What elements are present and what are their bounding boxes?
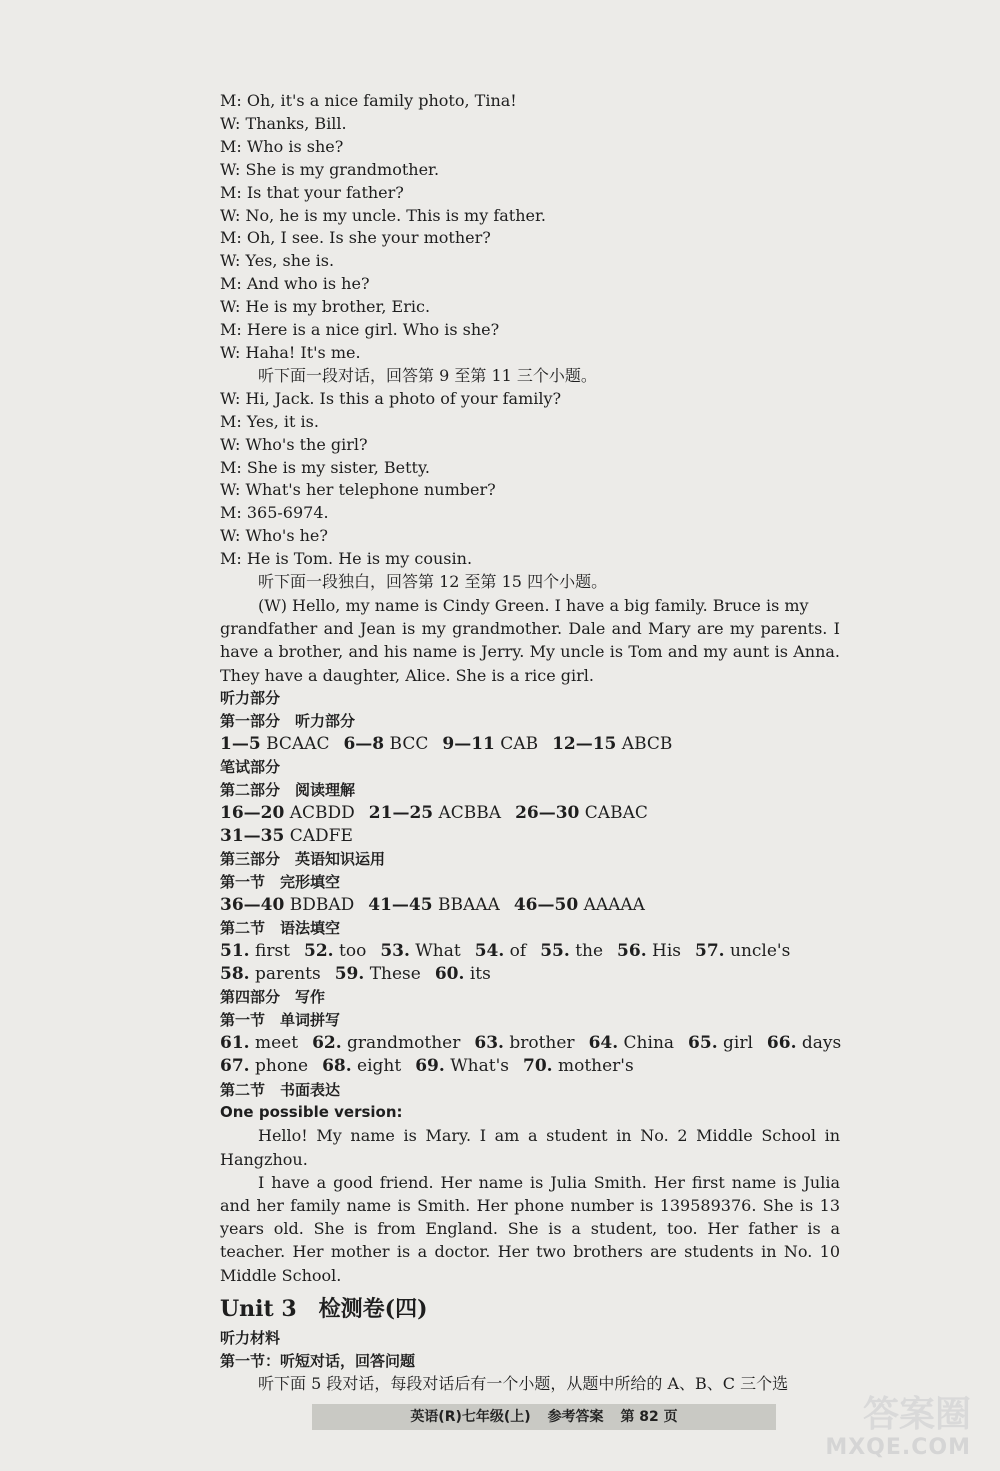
monologue-rest: grandfather and Jean is my grandmother. Dale and Mary are my parents. I have a brother, and his name is Jerry. My uncle is Tom and my aunt is Anna. They have a daughter, Alice. She is a rice girl. (220, 619, 840, 685)
answer-number: 21—25 (368, 802, 434, 823)
answer-number: 9—11 (442, 733, 495, 754)
answer-number: 6—8 (343, 733, 385, 754)
material-instruction: 听下面 5 段对话，每段对话后有一个小题，从题中所给的 A、B、C 三个选 (258, 1373, 789, 1393)
answer-value: BBAAA (438, 894, 500, 915)
answer-number: 52. (304, 940, 334, 961)
essay-paragraph-1 (220, 1124, 840, 1170)
answer-number: 57. (695, 940, 725, 961)
answer-number: 26—30 (515, 802, 580, 823)
answer-value: meet (254, 1033, 299, 1054)
answer-value: girl (723, 1033, 753, 1054)
answer-value: days (801, 1033, 842, 1054)
answer-number: 16—20 (220, 802, 285, 823)
dialogue-line: M: Oh, I see. Is she your mother? (220, 228, 491, 248)
answer-number: 36—40 (220, 894, 285, 915)
answer-value: What's (450, 1056, 509, 1077)
dialogue-line: M: Yes, it is. (220, 411, 319, 431)
section-listening: 听力部分 (220, 688, 281, 707)
answer-item (220, 1056, 308, 1076)
answer-value: brother (509, 1033, 575, 1054)
answers-row-4 (220, 894, 840, 917)
section-spelling: 第一节 单词拼写 (220, 1011, 341, 1030)
answers-row-3 (220, 825, 840, 848)
answer-number: 1—5 (220, 733, 261, 754)
essay-label: One possible version: (220, 1103, 403, 1122)
answer-item (220, 964, 321, 984)
watermark (810, 1384, 985, 1464)
answer-item (515, 803, 648, 823)
answers-row-7 (220, 1032, 840, 1055)
monologue-first-line: (W) Hello, my name is Cindy Green. I have a big family. Bruce is my (258, 595, 809, 615)
answer-item (322, 1056, 401, 1076)
section-part2: 第二部分 阅读理解 (220, 780, 356, 799)
answer-value: mother's (557, 1056, 634, 1077)
footer-subject: 英语(R)七年级(上) (410, 1409, 531, 1425)
answer-number: 46—50 (513, 894, 579, 915)
essay-p2-text: I have a good friend. Her name is Julia Smith. Her first name is Julia and her family name is Smith. Her phone number is 139589376. She is 13 years old. She is from England. She is a student, too. Her father is a teacher. Her mother is a doctor. Her two brothers are students in No. 10 Middle School. (220, 1172, 840, 1285)
section-essay: 第二节 书面表达 (220, 1080, 341, 1099)
answer-item (475, 941, 527, 961)
answer-value: AAAAA (583, 894, 645, 915)
answer-number: 12—15 (552, 733, 617, 754)
monologue (220, 594, 840, 687)
dialogue-line: M: And who is he? (220, 274, 370, 294)
answer-item (415, 1056, 509, 1076)
answer-number: 68. (322, 1056, 352, 1077)
section-grammar: 第二节 语法填空 (220, 919, 341, 937)
answer-value: uncle's (730, 940, 791, 961)
answer-number: 69. (415, 1056, 445, 1077)
answer-number: 66. (766, 1033, 797, 1054)
answer-value: first (254, 940, 291, 961)
dialogue-line: M: Who is she? (220, 136, 344, 156)
answer-item (220, 734, 329, 754)
answer-number: 70. (523, 1056, 553, 1077)
answer-item (514, 895, 645, 915)
answer-item (220, 826, 353, 846)
watermark-logo: 答案圈 (862, 1394, 971, 1435)
answer-item (617, 941, 681, 961)
essay-p1-text: Hello! My name is Mary. I am a student in No. 2 Middle School in Hangzhou. (220, 1126, 840, 1169)
answer-number: 58. (220, 964, 250, 985)
dialogue-line: M: 365-6974. (220, 503, 329, 523)
answer-number: 59. (334, 964, 365, 985)
page-footer (312, 1404, 776, 1430)
material-section-1: 第一节：听短对话，回答问题 (220, 1351, 416, 1370)
answer-item (523, 1056, 634, 1076)
answer-value: CADFE (289, 825, 353, 846)
dialogue-line: W: She is my grandmother. (220, 159, 440, 179)
footer-page-number: 第 82 页 (620, 1409, 678, 1425)
dialogue-line: M: Here is a nice girl. Who is she? (220, 320, 500, 340)
answer-value: What (415, 940, 461, 961)
answer-value: grandmother (347, 1033, 461, 1054)
answer-value: CABAC (584, 802, 648, 823)
answer-item (767, 1033, 841, 1053)
answer-item (695, 941, 790, 961)
answer-value: His (652, 940, 682, 961)
answer-item (369, 803, 501, 823)
answer-value: BDBAD (289, 894, 355, 915)
answer-number: 54. (474, 940, 505, 961)
dialogue-1 (220, 90, 840, 365)
answer-item (335, 964, 421, 984)
answer-value: eight (357, 1056, 402, 1077)
dialogue-line: M: Oh, it's a nice family photo, Tina! (220, 91, 517, 110)
answer-number: 56. (617, 940, 647, 961)
dialogue-2 (220, 388, 840, 571)
answer-number: 41—45 (368, 894, 433, 915)
answer-number: 61. (220, 1033, 250, 1054)
answer-item (220, 895, 354, 915)
answer-number: 65. (688, 1033, 718, 1054)
dialogue-line: W: No, he is my uncle. This is my father. (220, 205, 546, 225)
dialogue-line: M: Is that your father? (220, 182, 404, 202)
answer-item (343, 734, 428, 754)
answer-value: These (369, 964, 421, 985)
essay-paragraph-2 (220, 1171, 840, 1287)
instruction-9-11: 听下面一段对话，回答第 9 至第 11 三个小题。 (258, 365, 597, 385)
dialogue-line: W: He is my brother, Eric. (220, 297, 431, 317)
page-content (220, 90, 840, 1395)
answer-item (220, 803, 355, 823)
answer-item (304, 941, 366, 961)
answer-number: 31—35 (220, 825, 285, 846)
answer-number: 64. (588, 1033, 619, 1054)
answer-value: CAB (500, 733, 539, 754)
answer-item (435, 964, 491, 984)
section-cloze: 第一节 完形填空 (220, 872, 341, 891)
answer-item (688, 1033, 753, 1053)
dialogue-line: M: She is my sister, Betty. (220, 457, 430, 477)
answer-number: 51. (220, 940, 250, 961)
answer-value: the (575, 940, 604, 961)
dialogue-line: M: He is Tom. He is my cousin. (220, 549, 473, 569)
answer-value: BCC (389, 733, 429, 754)
answer-item (380, 941, 460, 961)
watermark-site: MXQE.COM (825, 1435, 971, 1460)
material-label: 听力材料 (220, 1328, 281, 1347)
answers-row-1 (220, 733, 840, 756)
answer-value: phone (254, 1056, 309, 1077)
dialogue-line: W: Yes, she is. (220, 251, 335, 271)
answer-item (552, 734, 672, 754)
dialogue-line: W: Thanks, Bill. (220, 113, 347, 133)
answer-number: 60. (434, 964, 465, 985)
footer-label: 参考答案 (547, 1409, 604, 1425)
answer-number: 53. (380, 940, 410, 961)
answer-value: ABCB (621, 733, 673, 754)
answer-value: its (469, 964, 491, 985)
unit-title: Unit 3 检测卷(四) (220, 1295, 428, 1322)
answer-item (312, 1033, 460, 1053)
answer-number: 63. (474, 1033, 504, 1054)
dialogue-line: W: Who's he? (220, 526, 328, 546)
answer-number: 67. (220, 1056, 250, 1077)
section-part3: 第三部分 英语知识运用 (220, 849, 386, 868)
answer-item (540, 941, 603, 961)
dialogue-line: W: Who's the girl? (220, 434, 368, 454)
answer-value: of (509, 940, 527, 961)
answer-value: ACBBA (438, 802, 502, 823)
answer-value: China (623, 1033, 675, 1054)
answer-number: 62. (312, 1033, 342, 1054)
answer-item (368, 895, 500, 915)
answer-item (220, 1033, 298, 1053)
dialogue-line: W: Haha! It's me. (220, 342, 361, 362)
answer-value: BCAAC (266, 733, 330, 754)
answer-value: parents (254, 964, 321, 985)
answer-item (474, 1033, 574, 1053)
answer-value: ACBDD (289, 802, 355, 823)
answer-value: too (339, 940, 367, 961)
answers-row-5 (220, 940, 840, 963)
answer-item (220, 941, 290, 961)
answers-row-8 (220, 1055, 840, 1078)
answers-row-2 (220, 802, 840, 825)
answer-item (589, 1033, 674, 1053)
section-part4: 第四部分 写作 (220, 988, 326, 1007)
answers-row-6 (220, 963, 840, 986)
section-written: 笔试部分 (220, 757, 281, 776)
answer-item (442, 734, 538, 754)
dialogue-line: W: Hi, Jack. Is this a photo of your family? (220, 388, 562, 408)
section-part1: 第一部分 听力部分 (220, 711, 356, 730)
answer-number: 55. (540, 940, 570, 961)
dialogue-line: W: What's her telephone number? (220, 480, 496, 500)
instruction-12-15: 听下面一段独白，回答第 12 至第 15 四个小题。 (258, 572, 608, 592)
